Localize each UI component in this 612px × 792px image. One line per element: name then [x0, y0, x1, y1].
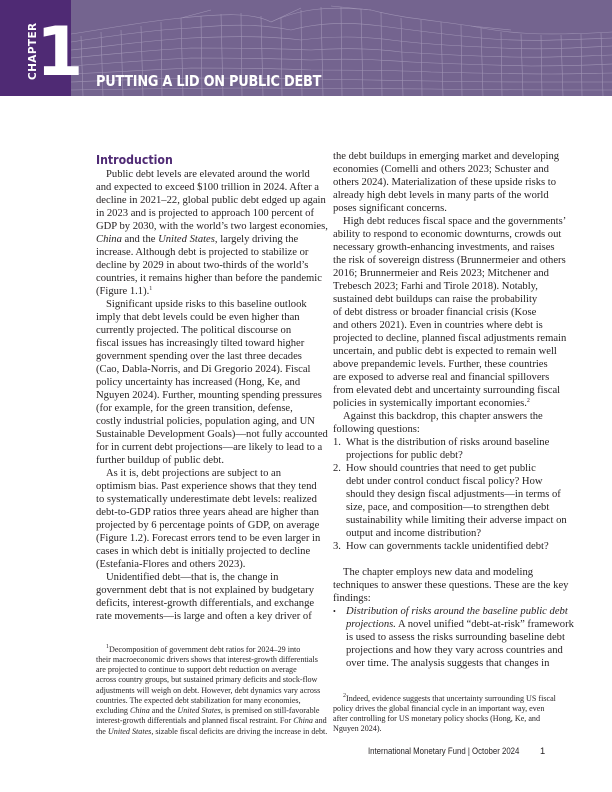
- question-line: What is the distribution of risks around baseline: [346, 437, 550, 448]
- bullet-line: projections and how they vary across countries and: [346, 645, 563, 656]
- body-line: sustained debt buildups can raise the probability: [333, 294, 538, 305]
- body-line: costly industrial policies, population aging, and UN: [96, 416, 315, 427]
- body-line-with-italics: [96, 233, 298, 246]
- body-line: to systematically underestimate debt levels: realized: [96, 494, 317, 505]
- text-run: and the: [121, 234, 159, 245]
- italic-term: United States: [158, 234, 215, 245]
- body-line: and expected to exceed $100 trillion in 2024. After a: [96, 182, 319, 193]
- chapter-header-band: [0, 0, 612, 96]
- body-line: increase. Although debt is projected to stabilize or: [96, 247, 309, 258]
- footnote-line: [96, 645, 300, 655]
- body-line: necessary growth-enhancing investments, and raises: [333, 242, 555, 253]
- body-line: The chapter employs new data and modeling: [343, 567, 534, 578]
- body-line: the risk of sovereign distress (Brunnermeier and others: [333, 255, 566, 266]
- body-line: further buildup of public debt.: [96, 455, 224, 466]
- footnote-line: [333, 694, 556, 704]
- body-line: GDP by 2030, with the world’s two largest economies,: [96, 221, 328, 232]
- body-line: optimism bias. Past experience shows that they tend: [96, 481, 317, 492]
- body-line: above prepandemic levels. Further, these countries: [333, 359, 548, 370]
- footnote-line: policy drives the global financial cycle in an important way, even: [333, 704, 545, 713]
- body-line: Trebesch 2023; Farhi and Tirole 2018). Notably,: [333, 281, 538, 292]
- text-run: and: [312, 716, 327, 725]
- page-number: 1: [540, 746, 546, 756]
- question-number: 2.: [333, 463, 341, 474]
- bullet-icon: •: [333, 607, 336, 616]
- question-line: output and income distribution?: [346, 528, 482, 539]
- chapter-word: CHAPTER: [27, 22, 39, 80]
- body-line: the debt buildups in emerging market and developing: [333, 151, 560, 162]
- question-line: sustainability while limiting their adverse impact on: [346, 515, 567, 526]
- body-line: of debt distress or broader financial crisis (Kose: [333, 307, 537, 318]
- question-line: size, pace, and composition—to strengthen debt: [346, 502, 550, 513]
- question-line: How should countries that need to get public: [346, 463, 536, 474]
- body-line: [333, 397, 530, 410]
- body-line: decline in 2021–22, global public debt edged up again: [96, 195, 326, 206]
- body-line: in 2023 and is projected to approach 100 percent of: [96, 208, 314, 219]
- italic-term: United States: [177, 706, 221, 715]
- body-line: debt-to-GDP ratios three years ahead are higher than: [96, 507, 319, 518]
- italic-term: United States: [107, 727, 152, 736]
- text-run: interest-growth differentials and planned fiscal restraint. For: [96, 716, 294, 725]
- footnote-line: across country groups, but sustained primary deficits and stock-flow: [96, 675, 318, 684]
- footnote-line: after controlling for US monetary policy shocks (Hong, Ke, and: [333, 714, 541, 723]
- italic-term: China: [293, 716, 313, 725]
- bullet-line: [333, 605, 568, 618]
- footnote-line: [96, 727, 327, 737]
- question-line: projections for public debt?: [346, 450, 463, 461]
- text-run: , sizable fiscal deficits are driving the increase in debt.: [151, 727, 328, 736]
- body-line: techniques to answer these questions. These are the key: [333, 580, 569, 591]
- body-line: countries, it remains higher than before the pandemic: [96, 273, 322, 284]
- text-run: Indeed, evidence suggests that uncertainty surrounding US fiscal: [346, 694, 556, 703]
- bullet-line: is used to assess the risks surrounding baseline debt: [346, 632, 565, 643]
- page-footer-publisher: International Monetary Fund | October 2024: [368, 746, 520, 756]
- chapter-number: 1: [36, 13, 82, 92]
- body-line: Nguyen 2024). Further, mounting spending pressures: [96, 390, 322, 401]
- footnote-line: Nguyen 2024).: [333, 724, 382, 733]
- text-run: the: [96, 727, 108, 736]
- body-line: As it is, debt projections are subject to an: [106, 468, 282, 479]
- body-line: (Cao, Dabla-Norris, and Di Gregorio 2024). Fiscal: [96, 364, 311, 375]
- body-line: findings:: [333, 593, 371, 604]
- body-line: government debt that is not explained by budgetary: [96, 585, 314, 596]
- body-line: uncertain, and public debt is expected to remain well: [333, 346, 557, 357]
- body-line: rate movements—is large and often a key driver of: [96, 611, 312, 622]
- footnote-line: [96, 706, 319, 716]
- footnote-line: adjustments will weigh on debt. However, debt dynamics vary across: [96, 686, 321, 695]
- question-line: debt under control conduct fiscal policy? How: [346, 476, 543, 487]
- body-line: poses significant concerns.: [333, 203, 447, 214]
- body-line: Against this backdrop, this chapter answers the: [343, 411, 543, 422]
- question-line: How can governments tackle unidentified debt?: [346, 541, 549, 552]
- body-line: others 2024). Materialization of these upside risks to: [333, 177, 557, 188]
- footnote-line: countries. The expected debt stabilization for many economies,: [96, 696, 301, 705]
- text-run: (Figure 1.1).: [96, 286, 150, 297]
- body-line: for in current debt projections—are likely to lead to a: [96, 442, 323, 453]
- italic-lead: Distribution of risks around the baseline public debt: [346, 606, 568, 617]
- text-run: , largely driving the: [214, 234, 299, 245]
- footnote-line: are projected to continue to support debt reduction on average: [96, 665, 297, 674]
- italic-term: China: [96, 234, 122, 245]
- body-line: and others 2021). Even in countries where debt is: [333, 320, 543, 331]
- body-line: Public debt levels are elevated around the world: [106, 169, 310, 180]
- italic-lead: projections.: [346, 619, 396, 630]
- footnote-number: 2: [343, 693, 346, 699]
- chapter-title: PUTTING A LID ON PUBLIC DEBT: [96, 72, 322, 90]
- body-line: (Figure 1.2). Forecast errors tend to be even larger in: [96, 533, 321, 544]
- text-run: policies in systemically important economies.: [333, 398, 527, 409]
- text-run: excluding: [96, 706, 130, 715]
- footnote-line: [96, 716, 327, 726]
- italic-term: China: [129, 706, 150, 715]
- body-line: decline by 2029 in about two-thirds of the world’s: [96, 260, 309, 271]
- body-line: [96, 285, 152, 298]
- text-run: Decomposition of government debt ratios for 2024–29 into: [109, 645, 301, 654]
- question-line: should they design fiscal adjustments—in terms of: [346, 489, 561, 500]
- body-line: from elevated debt and uncertainty surrounding fiscal: [333, 385, 561, 396]
- chapter-label-block: [0, 0, 82, 96]
- body-line: policy uncertainty has increased (Hong, Ke, and: [96, 377, 301, 388]
- footnote-number: 1: [106, 644, 109, 650]
- body-line: (Estefania-Flores and others 2023).: [96, 559, 246, 570]
- bullet-line: over time. The analysis suggests that changes in: [346, 658, 550, 669]
- body-line: 2016; Brunnermeier and Reis 2023; Mitchener and: [333, 268, 549, 279]
- body-line: Unidentified debt—that is, the change in: [106, 572, 279, 583]
- body-line: currently projected. The political discourse on: [96, 325, 292, 336]
- body-line: projected by 6 percentage points of GDP, on average: [96, 520, 320, 531]
- footnote-marker-link[interactable]: 2: [526, 398, 530, 404]
- body-line: High debt reduces fiscal space and the governments’: [343, 216, 567, 227]
- section-heading: Introduction: [96, 152, 173, 167]
- body-line: ability to respond to economic downturns, crowds out: [333, 229, 562, 240]
- body-line: (for example, for the green transition, defense,: [96, 403, 293, 414]
- body-line: economies (Comelli and others 2023; Schuster and: [333, 164, 549, 175]
- body-line: government spending over the last three decades: [96, 351, 302, 362]
- question-number: 3.: [333, 541, 341, 552]
- text-run: A novel unified “debt-at-risk” framework: [395, 619, 574, 630]
- body-line: imply that debt levels could be even higher than: [96, 312, 300, 323]
- body-line: Significant upside risks to this baseline outlook: [106, 299, 307, 310]
- text-run: , is premised on still-favorable: [220, 706, 320, 715]
- footnote-line: their macroeconomic drivers shows that interest-growth differentials: [96, 655, 318, 664]
- body-line: deficits, interest-growth differentials, and exchange: [96, 598, 315, 609]
- bullet-line: [333, 618, 574, 631]
- question-number: 1.: [333, 437, 341, 448]
- text-run: and the: [149, 706, 178, 715]
- footnote-marker-link[interactable]: 1: [149, 286, 153, 292]
- body-line: cases in which debt is initially projected to decline: [96, 546, 311, 557]
- body-line: already high debt levels in many parts of the world: [333, 190, 549, 201]
- body-line: are exposed to adverse real and financial spillovers: [333, 372, 550, 383]
- body-line: Sustainable Development Goals)—not fully accounted: [96, 429, 328, 440]
- body-line: projected to decline, planned fiscal adjustments remain: [333, 333, 567, 344]
- body-line: following questions:: [333, 424, 420, 435]
- body-line: fiscal issues has increasingly tilted toward higher: [96, 338, 305, 349]
